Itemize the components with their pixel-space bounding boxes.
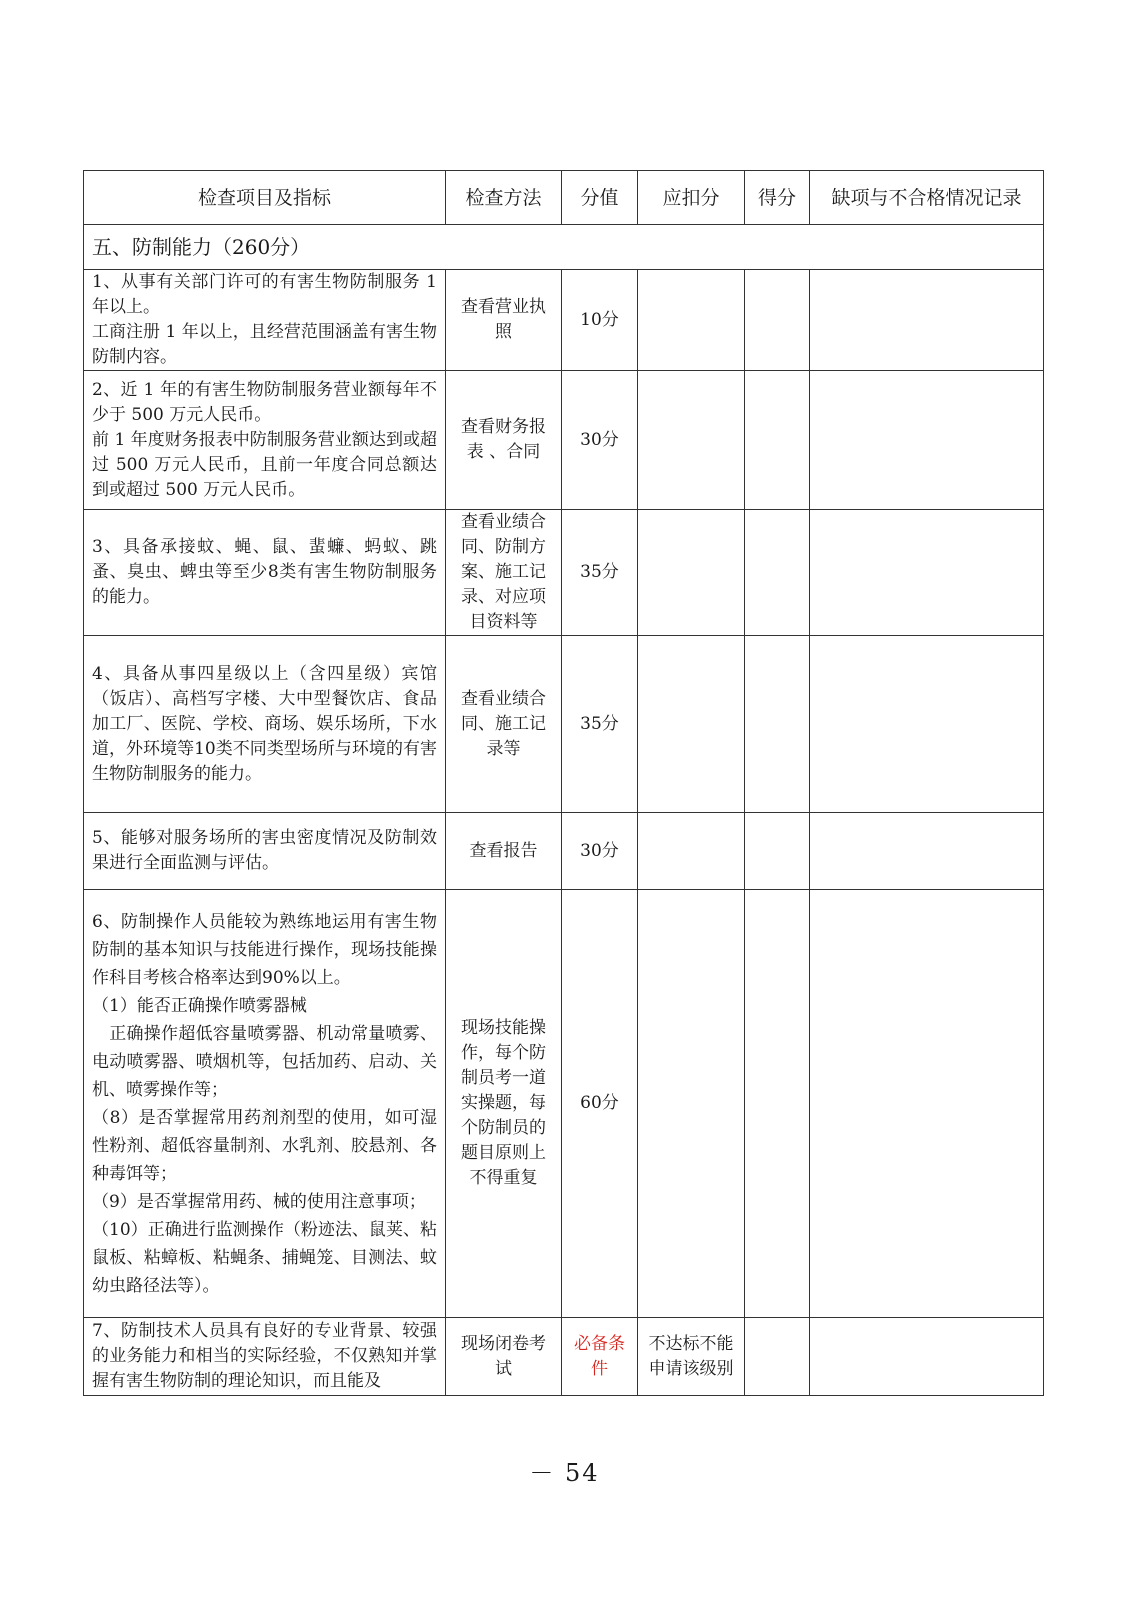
item-cell: [84, 813, 446, 890]
score-cell: 35分: [562, 510, 638, 636]
got-cell: [745, 890, 810, 1318]
header-row: [84, 171, 1044, 225]
item-cell: [84, 510, 446, 636]
item-line: （1）能否正确操作喷雾器械: [92, 995, 307, 1016]
deduct-cell: [638, 510, 745, 636]
got-cell: [745, 636, 810, 813]
item-cell: [84, 270, 446, 371]
deduct-cell: [638, 270, 745, 371]
item-line: 工商注册 1 年以上，且经营范围涵盖有害生物防制内容。: [92, 322, 437, 367]
header-method: 检查方法: [446, 171, 562, 225]
header-got: 得分: [745, 171, 810, 225]
method-cell: 查看业绩合同、防制方案、施工记录、对应项目资料等: [446, 510, 562, 636]
item-line: 6、防制操作人员能较为熟练地运用有害生物防制的基本知识与技能进行操作，现场技能操作科目考核合格率达到90%以上。: [92, 911, 437, 988]
section-row: [84, 225, 1044, 270]
score-cell: 30分: [562, 813, 638, 890]
item-line: 前 1 年度财务报表中防制服务营业额达到或超过 500 万元人民币，且前一年度合同总额达到或超过 500 万元人民币。: [92, 429, 437, 500]
item-line: 3、具备承接蚊、蝇、鼠、蜚蠊、蚂蚁、跳蚤、臭虫、蜱虫等至少8类有害生物防制服务的能力。: [92, 537, 437, 607]
item-cell: [84, 371, 446, 510]
record-cell: [810, 890, 1044, 1318]
item-cell: [84, 890, 446, 1318]
got-cell: [745, 813, 810, 890]
inspection-table: [83, 170, 1044, 1396]
item-line: 7、防制技术人员具有良好的专业背景、较强的业务能力和相当的实际经验，不仅熟知并掌握有害生物防制的理论知识，而且能及: [92, 1321, 437, 1391]
score-cell-required: 必备条件: [562, 1318, 638, 1396]
got-cell: [745, 1318, 810, 1396]
record-cell: [810, 270, 1044, 371]
record-cell: [810, 371, 1044, 510]
table-row: [84, 371, 1044, 510]
got-cell: [745, 371, 810, 510]
item-line: （10）正确进行监测操作（粉迹法、鼠荚、粘鼠板、粘蟑板、粘蝇条、捕蝇笼、目测法、蚊幼虫路径法等）。: [92, 1219, 437, 1296]
record-cell: [810, 1318, 1044, 1396]
method-cell: 查看财务报表 、合同: [446, 371, 562, 510]
got-cell: [745, 270, 810, 371]
got-cell: [745, 510, 810, 636]
item-line: 5、能够对服务场所的害虫密度情况及防制效果进行全面监测与评估。: [92, 828, 437, 873]
item-line: 4、具备从事四星级以上（含四星级）宾馆（饭店）、高档写字楼、大中型餐饮店、食品加工厂、医院、学校、商场、娱乐场所，下水道，外环境等10类不同类型场所与环境的有害生物防制服务的能力。: [92, 663, 437, 784]
item-line: （9）是否掌握常用药、械的使用注意事项；: [92, 1191, 426, 1212]
score-cell: 35分: [562, 636, 638, 813]
item-cell: [84, 1318, 446, 1396]
table-row: [84, 890, 1044, 1318]
table-row: [84, 510, 1044, 636]
item-line: 2、近 1 年的有害生物防制服务营业额每年不少于 500 万元人民币。: [92, 379, 437, 425]
score-cell: 60分: [562, 890, 638, 1318]
deduct-cell: [638, 371, 745, 510]
table-row: [84, 636, 1044, 813]
method-cell: 查看业绩合同、施工记录等: [446, 636, 562, 813]
header-item: 检查项目及指标: [84, 171, 446, 225]
header-deduct: 应扣分: [638, 171, 745, 225]
table-row: [84, 813, 1044, 890]
deduct-cell: [638, 890, 745, 1318]
method-cell: 查看营业执照: [446, 270, 562, 371]
score-cell: 10分: [562, 270, 638, 371]
item-cell: [84, 636, 446, 813]
deduct-cell: [638, 813, 745, 890]
record-cell: [810, 813, 1044, 890]
method-cell: 查看报告: [446, 813, 562, 890]
item-line: （8）是否掌握常用药剂剂型的使用，如可湿性粉剂、超低容量制剂、水乳剂、胶悬剂、各种毒饵等；: [92, 1107, 437, 1184]
record-cell: [810, 510, 1044, 636]
method-cell: 现场技能操作，每个防制员考一道实操题，每个防制员的题目原则上不得重复: [446, 890, 562, 1318]
method-cell: 现场闭卷考试: [446, 1318, 562, 1396]
record-cell: [810, 636, 1044, 813]
item-line: 正确操作超低容量喷雾器、机动常量喷雾、电动喷雾器、喷烟机等，包括加药、启动、关机、喷雾操作等；: [92, 1023, 437, 1100]
table-row: [84, 1318, 1044, 1396]
table-row: [84, 270, 1044, 371]
header-record: 缺项与不合格情况记录: [810, 171, 1044, 225]
item-line: 1、从事有关部门许可的有害生物防制服务 1年以上。: [92, 272, 437, 317]
page-number: － 54: [529, 1459, 600, 1487]
score-cell: 30分: [562, 371, 638, 510]
deduct-cell: [638, 636, 745, 813]
section-title: 五、防制能力（260分）: [84, 225, 1044, 270]
header-score: 分值: [562, 171, 638, 225]
deduct-cell: 不达标不能申请该级别: [638, 1318, 745, 1396]
